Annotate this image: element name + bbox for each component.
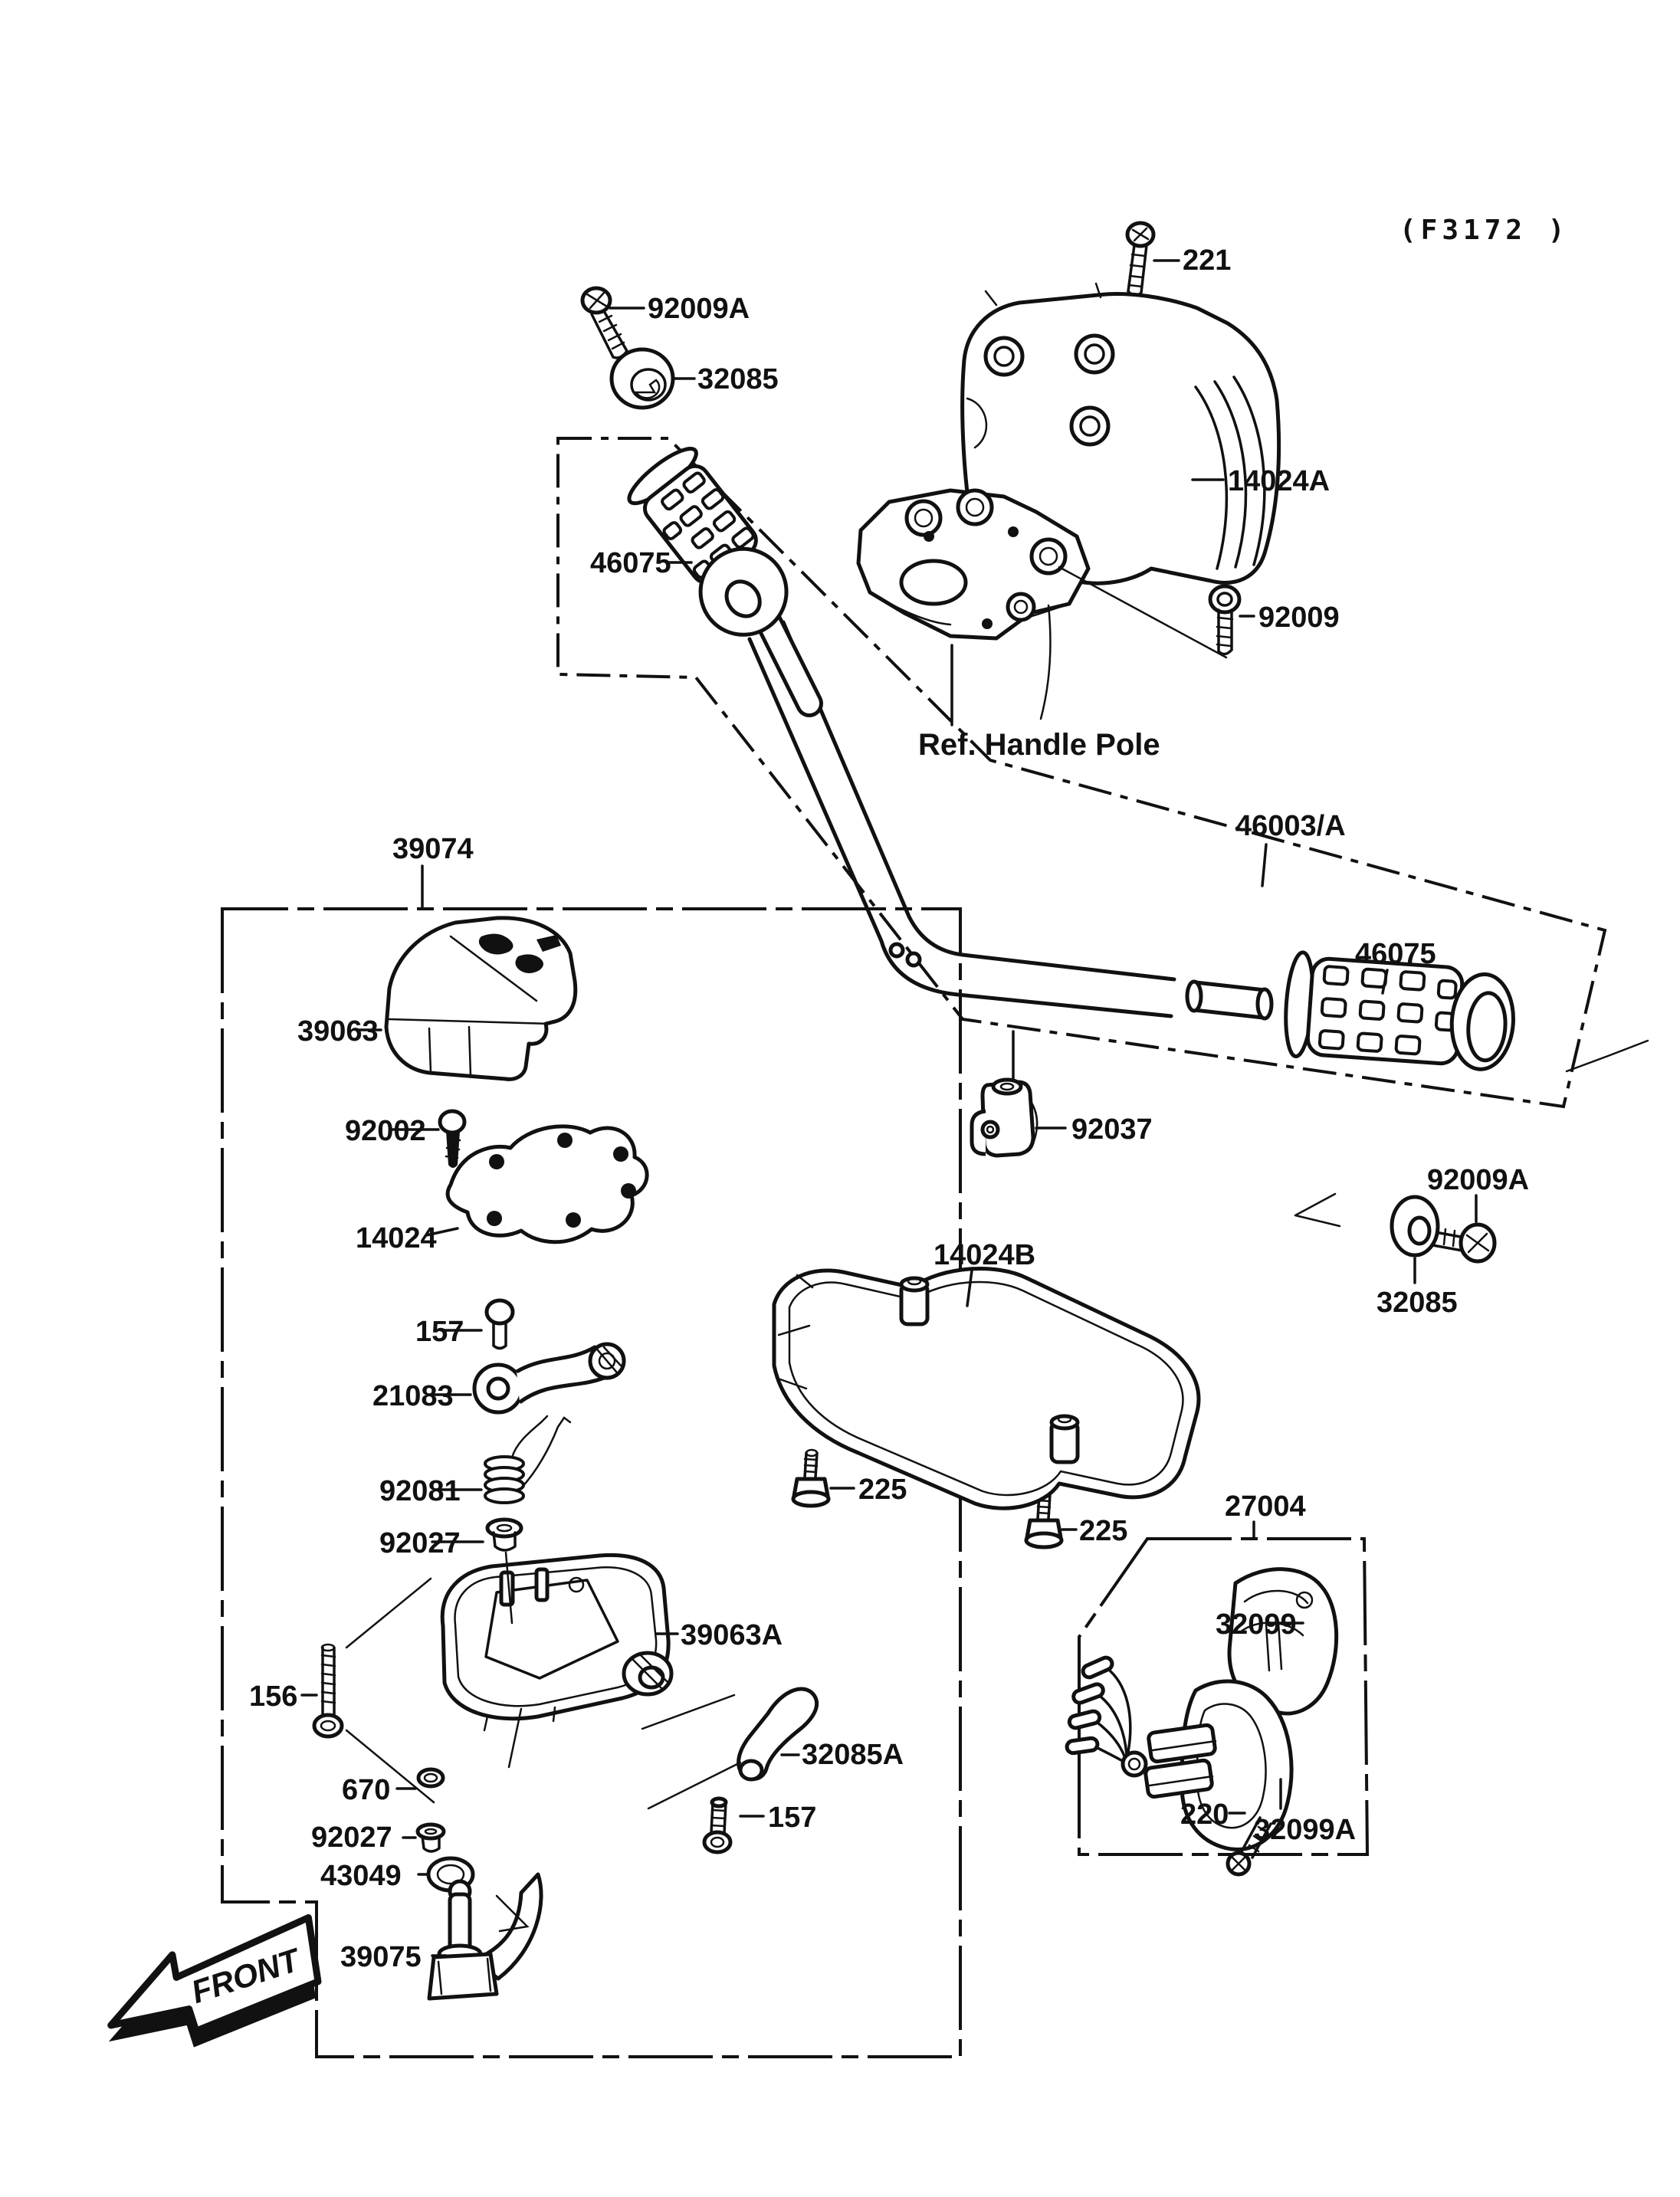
pointer-chevron-left — [1295, 1194, 1340, 1226]
washer-32085-right — [1392, 1197, 1438, 1255]
part-label-670: 670 — [342, 1774, 391, 1806]
part-label-27004: 27004 — [1225, 1490, 1306, 1523]
part-label-46075-right: 46075 — [1355, 938, 1436, 970]
figure-code: (F3172 ) — [1399, 215, 1570, 246]
part-label-92009A-top: 92009A — [648, 293, 750, 325]
screw-92009A-top — [582, 288, 627, 358]
part-label-39063A: 39063A — [681, 1619, 783, 1651]
cover-14024B — [774, 1269, 1199, 1509]
part-label-32085A: 32085A — [802, 1739, 904, 1771]
part-label-221: 221 — [1183, 244, 1232, 277]
part-label-225-left: 225 — [858, 1474, 907, 1506]
clip-32085A — [642, 1689, 817, 1808]
part-label-92027-lower: 92027 — [311, 1822, 392, 1854]
oring-670 — [418, 1709, 521, 1786]
part-label-157-lower: 157 — [768, 1802, 817, 1834]
part-label-32085-right: 32085 — [1376, 1287, 1458, 1319]
reference-note: Ref. Handle Pole — [918, 728, 1160, 762]
bolt-157-upper — [487, 1300, 513, 1349]
gasket-14024 — [448, 1126, 647, 1242]
handlebar-tube-46003 — [750, 612, 1271, 1018]
part-label-92027-upper: 92027 — [379, 1527, 461, 1559]
cover-39063 — [386, 918, 576, 1080]
part-label-39063: 39063 — [297, 1015, 379, 1048]
part-label-46003A: 46003/A — [1235, 810, 1346, 842]
washer-32085-top — [612, 349, 673, 408]
part-label-14024B: 14024B — [934, 1239, 1036, 1271]
front-arrow — [91, 1917, 332, 2067]
part-label-21083: 21083 — [372, 1380, 454, 1412]
front-arrow-label: FRONT — [186, 1941, 304, 2011]
part-label-92009: 92009 — [1258, 602, 1340, 634]
bolt-225-left — [793, 1450, 829, 1506]
part-label-92037: 92037 — [1071, 1113, 1153, 1146]
wiring-harness — [1066, 1656, 1216, 1798]
part-label-43049: 43049 — [320, 1860, 402, 1892]
part-label-46075-left: 46075 — [590, 547, 671, 579]
bushing-92027-upper — [487, 1520, 521, 1550]
bolt-156 — [314, 1579, 434, 1802]
screw-221 — [1127, 223, 1153, 296]
part-label-32085-top: 32085 — [697, 363, 779, 395]
part-label-92002: 92002 — [345, 1115, 426, 1147]
part-label-92009A-right: 92009A — [1427, 1164, 1530, 1196]
lever-39075 — [429, 1874, 541, 1999]
part-label-220: 220 — [1180, 1799, 1229, 1831]
housing-39063A — [442, 1553, 671, 1730]
part-label-39074: 39074 — [392, 833, 474, 865]
part-label-32099A: 32099A — [1254, 1814, 1357, 1846]
part-label-225-right: 225 — [1079, 1515, 1128, 1547]
part-label-32099: 32099 — [1216, 1608, 1297, 1641]
screw-92002 — [440, 1111, 464, 1168]
part-label-39075: 39075 — [340, 1941, 422, 1973]
screw-92009 — [1210, 586, 1239, 654]
bushing-92027-lower — [418, 1825, 444, 1851]
part-label-156: 156 — [249, 1681, 298, 1713]
part-label-157-upper: 157 — [415, 1316, 464, 1348]
spring-92081 — [485, 1416, 570, 1503]
lever-21083 — [474, 1344, 624, 1412]
clamp-92037 — [972, 1031, 1037, 1156]
part-label-92081: 92081 — [379, 1475, 461, 1507]
labels — [249, 215, 1569, 1973]
part-label-14024A: 14024A — [1228, 465, 1331, 497]
bolt-157-lower — [704, 1799, 730, 1852]
part-label-14024: 14024 — [356, 1222, 437, 1254]
